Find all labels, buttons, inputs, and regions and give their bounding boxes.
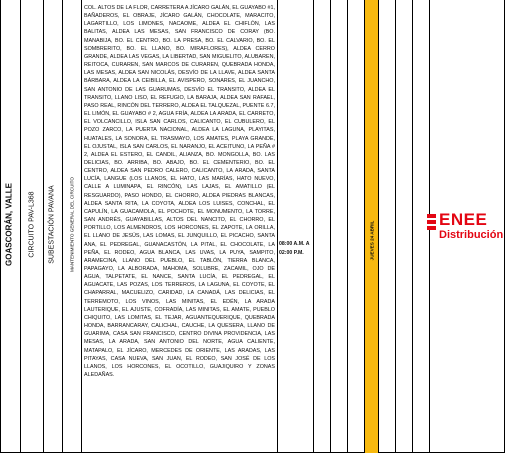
grid-line bbox=[412, 0, 413, 453]
enee-logo-word: ENEE bbox=[439, 210, 488, 229]
circuit-label: CIRCUITO PAV-L368 bbox=[28, 191, 36, 258]
grid-line bbox=[81, 0, 82, 453]
hours-start: 08:00 A.M. A bbox=[279, 241, 310, 247]
grid-line bbox=[20, 0, 21, 453]
grid-line bbox=[43, 0, 44, 453]
substation-label: SUBESTACIÓN PAVANA bbox=[48, 185, 56, 264]
grid-line bbox=[347, 0, 348, 453]
enee-logo bbox=[427, 211, 505, 251]
grid-line bbox=[0, 0, 1, 453]
grid-line bbox=[313, 0, 314, 453]
enee-logo-mark bbox=[427, 214, 436, 230]
grid-line bbox=[395, 0, 396, 453]
grid-line bbox=[62, 0, 63, 453]
affected-areas-text: COL. ALTOS DE LA FLOR, CARRETERA A JÍCARO GALÁN, EL GUAYABO #1, BAÑADEROS, EL OBRAJE, JÍCARO GALÁN, CHOCOLATE, MARACITO, LAGARTILLO, LOS LIMONES, NACAOME, ALDEA EL CHIFLÓN, LAS BALITAS, ALDEA LAS MESAS, SAN FRANCISCO DE CORAY (BO. MANABIJA, BO. EL CENTRO, BO. LA PRESA, BO. EL CALVARIO, BO. EL SOMBRERITO, BO. EL LLANO, BO. MIRAFLORES), ALDEA CERRO GRANDE, ALDEA LAS VEGAS, LA LIBERTAD, SAN MIGUELITO, ALUBAREN, REITOCA, CURAREN, SAN MARCOS DE CURAREN, QUEBRADA HONDA, LAS MESAS, ALDEA SAN NICOLÁS, DESVÍO DE LA LLAVE, ALDEA SANTA BÁRBARA, ALDEA LA CEIBILLA, EL AVISPERO, SONARES, EL JUANCHO, SAN ANTONIO DE LAS GUARUMAS, DESVÍO EL TRANSITO, ALDEA EL TRANSITO, LLANO LISO, EL REFUGIO, LA BARAJA, ALDEA SAN RAFAEL, PASO REAL, RINCÓN DEL TERRERO, ALDEA EL TALQUEZAL, PUENTE 6.7, EL LIMÓN, EL GUAYABO # 2, AGUA FRÍA, ALDEA LA ARADA, EL CARRETO, EL VOLCANCILLO, ISLA SAN CARLOS, CALICANTO, EL CUBULERO, EL POZO ZARCO, LA PUERTA NACIONAL, ALDEA LA LAGUNA, PLAYITAS, HUATALES, LA SONORA, EL TRASMAYO, LOS AMATES, PLAYA GRANDE, EL OJUSTAL, ISLA SAN CARLOS, EL NARANJO, EL ACEITUNO, LA PEÑA # 2, ALDEA EL ESTERO, EL CANDIL, ALIANZA, BO. MONGOLLA, BO. LAS DELICIAS, BO. ARRIBA, BO. ABAJO, BO. EL CEMENTERIO, BO. EL CENTRO, ALDEA SAN PEDRO CALERO, CALICANTO, LA ARADA, SANTA LUCÍA, LANGUE (LOS LLANOS, EL HATO, LAS MARÍAS, HATO NUEVO, CALLE A LUMINAPA, EL RINCÓN), LAS LAJAS, EL AMATILLO (EL RESGUARDO), PASO HONDO, EL CHORRO, ALDEA PIEDRAS BLANCAS, ALDEA SANTA RITA, LA COYOTA, ALDEA LOS LUISES, CONCHAL, EL CAPULÍN, LA GUACAMOLA, EL POCHOTE, EL MONUMENTO, LA TORRE, SAN ANDRÉS, GUAYABILLAS, ALTOS DEL NANCITO, EL CHORRO, EL PORTILLO, LOS ALMENDROS, LOS HORCONES, EL ZAPOTE, LA ORILLA, EL LLANO DE JESÚS, LAS LOMAS, EL JUNQUILLO, EL PICACHO, SANTA ANA, EL PEDREGAL, GUANACASTÓN, LA PITAL, EL CHOCOLATE, LA PEÑA, EL RODEO, AGUA BLANCA, LAS UVAS, LA PUYA, SAMPITO, ARAMECINA, LLANO DEL PUEBLO, EL TABLÓN, TIERRA BLANCA, PAPAGAYO, LA ALBORADA, MAHOMA, SOLUBRE, ZACAMIL, OJO DE AGUA, TALPETATE, EL NANCE, SANTA LUCÍA, EL PEDREGAL, EL AGUACATE, LAS POZAS, LOS TERREROS, LA LAGUNA, EL COYOTE, EL CHAPARRAL, MACUELIZO, CARIDAD, LA CANADÁ, LAS DELICIAS, EL TERREMOTO, LOS VINOS, LAS MINITAS, EL EDÉN, LA ARADA LAUTERIQUE, EL AJUSTE, COFRADÍA, LAS MINITAS, EL AMATE, PUEBLO CHIQUITO, LAS LOMITAS, EL TEJAR, AGUANTEQUERIQUE, QUEBRADA HONDA, BARRANCARAY, CALICHAL, CAUCHE, LA QUESERA, LLANO DE GUARIMA, CASA SAN FRANCISCO, CENTRO DIVINA PROVIDENCIA, LAS MESAS, LA ARADA, SAN ANTONIO DEL NORTE, AGUA CALIENTE, MATAPALO, EL JÍCARO, MERCEDES DE ORIENTE, LAS ARADAS, LAS PITAYAS, CASA NUEVA, SAN JUAN, EL RODEO, SAN JOSÉ DE LOS LLANOS, LOS HORCONES, EL OCOTILLO, GUAJIQUIRO Y ZONAS ALEDAÑAS. bbox=[84, 5, 275, 379]
enee-logo-subtitle: Distribución bbox=[439, 229, 504, 241]
grid-line bbox=[378, 0, 379, 453]
grid-line bbox=[330, 0, 331, 453]
hours-end: 02:00 P.M. bbox=[279, 250, 304, 256]
day-label: JUEVES 24 ABRIL bbox=[369, 220, 375, 261]
department-label: GOASCORÁN, VALLE bbox=[4, 183, 14, 266]
outage-hours bbox=[279, 240, 313, 258]
grid-line bbox=[277, 0, 278, 453]
work-type-label: MANTENIMIENTO GENERAL DEL CIRCUITO bbox=[69, 177, 75, 272]
